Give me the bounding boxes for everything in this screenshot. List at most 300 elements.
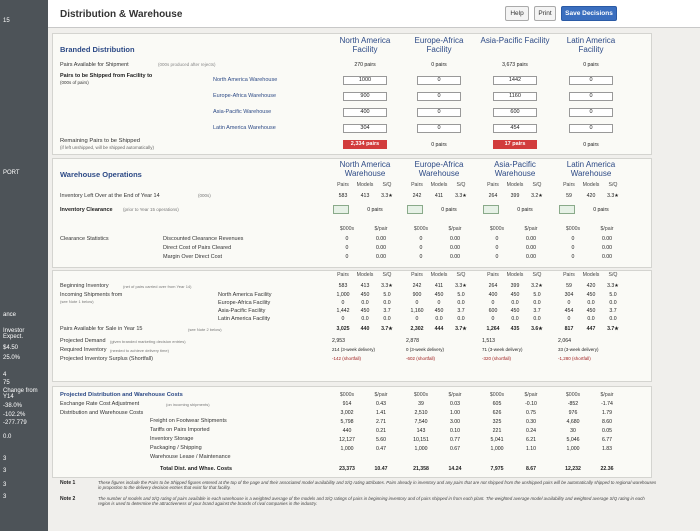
available-value: 435 [510,326,520,332]
beginning-value: 3.3★ [455,283,467,289]
demand-value: 1,513 [482,338,495,344]
cost-value: 12,232 [565,466,581,472]
page-title: Distribution & Warehouse [60,9,183,20]
sub-header: Models [582,182,600,188]
cost-value: 39 [418,401,424,407]
stats-value: 0.00 [601,254,613,260]
remaining-pairs-badge: 17 pairs [493,140,537,149]
beginning-value: 3.3★ [607,283,619,289]
stats-value: 0.00 [375,245,387,251]
stats-value: 0.00 [449,236,461,242]
ship-quantity-input[interactable]: 304 [343,124,387,133]
incoming-value: 450 [434,308,444,314]
ship-quantity-input[interactable]: 600 [493,108,537,117]
incoming-value: 0.0 [457,300,465,306]
pairs-available-note: (000s produced after rejects) [158,62,216,67]
beginning-value: 583 [338,283,348,289]
incoming-value: 0 [437,300,441,306]
stats-header: $/pair [524,226,538,232]
ship-note: (000s of pairs) [60,80,89,85]
bg-label: ance [3,312,17,318]
warehouse-operations-title: Warehouse Operations [60,170,142,179]
surplus-value: -320 (shortfall) [482,356,512,361]
incoming-value: 1,000 [336,292,350,298]
beginning-value: 399 [510,283,520,289]
bg-label: PORT [3,170,20,176]
incoming-value: 0.0 [511,300,519,306]
cost-value: 2,510 [414,410,428,416]
flow-sub-header: Models [582,272,600,278]
incoming-value: 0 [415,316,419,322]
cost-value: 1,000 [340,446,354,452]
flow-sub-header: Pairs [337,272,349,278]
stats-value: 0 [495,236,499,242]
inventory-value: 413 [360,193,370,199]
clearance-percent-toggle[interactable] [559,205,575,214]
bg-label: 0.0 [3,434,12,440]
stats-value: 0 [345,245,349,251]
cost-per-pair-value: 0.21 [375,428,387,434]
cost-per-pair-value: 1.79 [601,410,613,416]
inventory-value: 411 [434,193,444,199]
cost-value: 1,000 [490,446,504,452]
cost-value: -852 [567,401,579,407]
ship-label: Pairs to be Shipped from Facility to [60,73,153,79]
cost-per-pair-value: 0.24 [525,428,537,434]
sub-header: Pairs [411,182,423,188]
inventory-value: 583 [338,193,348,199]
cost-value: 5,046 [566,437,580,443]
incoming-value: 0.0 [533,300,541,306]
cost-row-label: Tariffs on Pairs Imported [150,427,210,433]
warehouse-column-header: Asia-Pacific Warehouse [494,160,536,178]
flow-sub-header: Pairs [487,272,499,278]
cost-per-pair-value: 0.67 [449,446,461,452]
incoming-value: 0 [341,300,345,306]
cost-value: 626 [492,410,502,416]
incoming-source-label: North America Facility [218,292,272,298]
incoming-value: 450 [510,308,520,314]
demand-value: 2,878 [406,338,419,344]
cost-value: 221 [492,428,502,434]
stats-value: 0 [495,254,499,260]
stats-value: 0 [571,236,575,242]
cost-value: 143 [416,428,426,434]
incoming-value: 3.7 [383,308,391,314]
clearance-percent-toggle[interactable] [333,205,349,214]
costs-title: Projected Distribution and Warehouse Costs [60,392,183,398]
projected-demand-label: Projected Demand [60,338,106,344]
required-value: 0 (3-week delivery) [406,347,445,352]
incoming-value: 0.0 [609,300,617,306]
incoming-value: 900 [412,292,422,298]
flow-sub-header: S/Q [456,272,466,278]
cost-value: 605 [492,401,502,407]
stats-value: 0.00 [449,245,461,251]
beginning-value: 3.3★ [381,283,393,289]
incoming-value: 0.0 [587,316,595,322]
available-value: 3.7★ [607,326,619,332]
ship-quantity-input[interactable]: 1160 [493,92,537,101]
destination-label: Latin America Warehouse [213,125,276,131]
incoming-value: 450 [586,308,596,314]
sub-header: S/Q [532,182,542,188]
cost-row-label: Packaging / Shipping [150,445,202,451]
cost-per-pair-value: 0.47 [375,446,387,452]
flow-sub-header: Models [356,272,374,278]
incoming-source-label: Europe-Africa Facility [218,300,271,306]
inventory-value: 3.3★ [381,193,393,199]
note-label: Note 1 [60,480,76,486]
flow-sub-header: S/Q [382,272,392,278]
pairs-available-value: 3,673 pairs [502,62,528,68]
available-for-sale-note: (see Note 2 below) [188,327,222,332]
stats-value: 0.00 [525,245,537,251]
cost-value: 30 [570,428,576,434]
demand-value: 2,064 [558,338,571,344]
stats-value: 0 [419,254,423,260]
clearance-statistics-label: Clearance Statistics [60,236,109,242]
clearance-percent-toggle[interactable] [483,205,499,214]
ship-quantity-input[interactable]: 0 [569,108,613,117]
note-text: These figures include the Pairs to be Shipped figures entered at the top of the page and their associated model availability and S/Q rating attributes. Pairs already in inventory and any pairs that are not shipped from the unshipped pairs will be automatically shipped to regional warehouses in proportion to the delivery decision entries that exist for that facility. [98,480,657,491]
stats-header: $000s [565,226,581,232]
cost-value: 5,798 [340,419,354,425]
sub-header: Models [356,182,374,188]
cost-per-pair-value: 1.41 [375,410,387,416]
sub-header: S/Q [382,182,392,188]
incoming-value: 450 [586,292,596,298]
incoming-value: 400 [488,292,498,298]
incoming-value: 0.0 [361,300,369,306]
beginning-value: 3.2★ [531,283,543,289]
beginning-value: 411 [434,283,444,289]
distribution-costs-label: Distribution and Warehouse Costs [60,410,144,416]
incoming-value: 0.0 [361,316,369,322]
stats-value: 0 [571,254,575,260]
incoming-value: 0 [415,300,419,306]
incoming-value: 5.0 [533,292,541,298]
incoming-value: 0.0 [435,316,443,322]
pairs-available-value: 0 pairs [431,62,447,68]
beginning-value: 413 [360,283,370,289]
surplus-value: -602 (shortfall) [406,356,436,361]
incoming-value: 0 [567,300,571,306]
stats-value: 0.00 [601,236,613,242]
clearance-value: 0 pairs [367,207,383,213]
help-button[interactable]: Help [505,6,529,21]
remaining-note: (if left unshipped, will be shipped automatically) [60,145,155,150]
stats-value: 0 [419,245,423,251]
bg-label: 25.0% [3,355,21,361]
inventory-value: 59 [566,193,572,199]
cost-per-pair-value: -0.10 [525,401,537,407]
inventory-surplus-label: Projected Inventory Surplus (Shortfall) [60,356,153,362]
available-for-sale-label: Pairs Available for Sale in Year 15 [60,326,143,332]
bg-label: Change from Y14 [3,388,38,400]
beginning-inventory-label: Beginning Inventory [60,283,109,289]
cost-per-pair-value: 1.10 [525,446,537,452]
sub-header: Pairs [563,182,575,188]
remaining-pairs-value: 0 pairs [583,142,599,148]
cost-value: 976 [568,410,578,416]
cost-per-pair-value: 22.36 [600,466,614,472]
cost-value: 21,358 [413,466,429,472]
cost-value: 5,041 [490,437,504,443]
stats-value: 0 [345,236,349,242]
bg-label: -38.0% [3,403,23,409]
cost-value: 7,540 [414,419,428,425]
bg-label: $4.50 [3,345,19,351]
clearance-percent-toggle[interactable] [407,205,423,214]
ship-quantity-input[interactable]: 1000 [343,76,387,85]
required-value: 71 (3-week delivery) [482,347,523,352]
ship-quantity-input[interactable]: 0 [417,124,461,133]
sub-header: Pairs [487,182,499,188]
stats-value: 0.00 [449,254,461,260]
cost-row-label: Warehouse Lease / Maintenance [150,454,231,460]
cost-per-pair-value: 8.60 [601,419,613,425]
beginning-value: 264 [488,283,498,289]
incoming-value: 0.0 [383,316,391,322]
stats-value: 0.00 [375,254,387,260]
inventory-value: 420 [586,193,596,199]
incoming-value: 5.0 [457,292,465,298]
sub-header: Models [430,182,448,188]
clearance-stat-row-label: Margin Over Direct Cost [163,254,222,260]
cost-per-pair-value: 2.71 [375,419,387,425]
ship-quantity-input[interactable]: 0 [569,76,613,85]
distribution-warehouse-window [48,0,700,531]
exchange-rate-note: (on incoming shipments) [166,402,210,407]
cost-value: 914 [342,401,352,407]
bg-label: -277.779 [3,420,27,426]
costs-header: $/pair [374,392,388,398]
cost-per-pair-value: -1.74 [601,401,613,407]
facility-column-header: North America Facility [339,36,391,54]
available-value: 3,025 [336,326,350,332]
background-sidebar [0,0,48,531]
warehouse-column-header: North America Warehouse [339,160,391,178]
destination-label: North America Warehouse [213,77,278,83]
ship-quantity-input[interactable]: 0 [417,76,461,85]
available-value: 2,302 [410,326,424,332]
inventory-leftover-label: Inventory Left Over at the End of Year 14 [60,193,160,199]
cost-per-pair-value: 3.00 [449,419,461,425]
clearance-stat-row-label: Direct Cost of Pairs Cleared [163,245,232,251]
pairs-available-value: 270 pairs [354,62,376,68]
flow-sub-header: Pairs [563,272,575,278]
beginning-value: 59 [566,283,572,289]
cost-per-pair-value: 0.75 [525,410,537,416]
cost-value: 12,127 [339,437,355,443]
available-value: 3.7★ [455,326,467,332]
incoming-value: 450 [360,308,370,314]
costs-header: $000s [339,392,355,398]
surplus-value: -1,280 (shortfall) [558,356,591,361]
inventory-value: 3.3★ [607,193,619,199]
bg-label: -102.2% [3,412,26,418]
incoming-source-label: Asia-Pacific Facility [218,308,266,314]
costs-header: $/pair [448,392,462,398]
cost-value: 10,151 [413,437,429,443]
facility-column-header: Latin America Facility [566,36,616,54]
stats-value: 0.00 [601,245,613,251]
flow-sub-header: Models [430,272,448,278]
sub-header: Models [506,182,524,188]
ship-quantity-input[interactable]: 400 [343,108,387,117]
total-costs-label: Total Dist. and Whse. Costs [160,466,233,472]
incoming-value: 454 [564,308,574,314]
inventory-value: 242 [412,193,422,199]
available-value: 447 [586,326,596,332]
cost-per-pair-value: 6.21 [525,437,537,443]
available-value: 3.7★ [381,326,393,332]
cost-per-pair-value: 0.10 [449,428,461,434]
incoming-value: 0 [567,316,571,322]
remaining-label: Remaining Pairs to be Shipped [60,138,140,144]
incoming-value: 0 [341,316,345,322]
beginning-value: 242 [412,283,422,289]
stats-header: $000s [339,226,355,232]
incoming-value: 0.0 [457,316,465,322]
cost-per-pair-value: 8.67 [525,466,537,472]
required-value: 214 (3-week delivery) [332,347,376,352]
window-titlebar [48,0,700,28]
available-value: 1,264 [486,326,500,332]
inventory-leftover-note: (000s) [198,193,211,198]
stats-header: $/pair [448,226,462,232]
facility-column-header: Asia-Pacific Facility [480,36,550,45]
cost-value: 7,975 [490,466,504,472]
bg-label: 15 [3,18,10,24]
pairs-available-value: 0 pairs [583,62,599,68]
incoming-shipments-note: (see Note 1 below) [60,299,94,304]
cost-per-pair-value: 5.60 [375,437,387,443]
incoming-value: 0 [491,316,495,322]
destination-label: Europe-Africa Warehouse [213,93,277,99]
sub-header: S/Q [456,182,466,188]
costs-header: $/pair [524,392,538,398]
save-decisions-button[interactable]: Save Decisions [561,6,617,21]
clearance-stat-row-label: Discounted Clearance Revenues [163,236,244,242]
note-text: The number of models and S/Q rating of pairs available in each warehouse is a weighted average of the models and S/Q ratings of pairs in beginning inventory and of pairs shipped in from each plant. The weighted average model availability and weighted average S/Q rating in each region is used to determine the attractiveness of your brand against the brands of rival companies in the industry. [98,496,645,507]
incoming-value: 1,160 [410,308,424,314]
cost-value: 4,680 [566,419,580,425]
cost-value: 440 [342,428,352,434]
cost-per-pair-value: 0.30 [525,419,537,425]
flow-sub-header: Models [506,272,524,278]
costs-header: $/pair [600,392,614,398]
incoming-value: 450 [360,292,370,298]
stats-header: $/pair [600,226,614,232]
cost-per-pair-value: 1.83 [601,446,613,452]
cost-value: 1,000 [414,446,428,452]
cost-per-pair-value: 14.24 [448,466,462,472]
ship-quantity-input[interactable]: 0 [417,92,461,101]
bg-label: 3 [3,456,7,462]
inventory-clearance-label: Inventory Clearance [60,207,113,213]
ship-quantity-input[interactable]: 454 [493,124,537,133]
remaining-pairs-badge: 2,334 pairs [343,140,387,149]
sub-header: Pairs [337,182,349,188]
cost-per-pair-value: 0.03 [449,401,461,407]
surplus-value: -142 (shortfall) [332,356,362,361]
bg-label: 75 [3,380,10,386]
incoming-value: 3.7 [457,308,465,314]
beginning-inventory-note: (net of pairs carried over from Year 14) [123,284,192,289]
cost-value: 3,002 [340,410,354,416]
pairs-available-label: Pairs Available for Shipment [60,62,129,68]
stats-value: 0 [419,236,423,242]
stats-value: 0.00 [525,254,537,260]
branded-distribution-title: Branded Distribution [60,45,135,54]
required-inventory-label: Required Inventory [60,347,107,353]
incoming-value: 0.0 [587,300,595,306]
exchange-rate-label: Exchange Rate Cost Adjustment [60,401,140,407]
incoming-shipments-label: Incoming Shipments from [60,292,123,298]
stats-value: 0.00 [375,236,387,242]
inventory-value: 3.3★ [455,193,467,199]
cost-value: 1,000 [566,446,580,452]
incoming-value: 5.0 [383,292,391,298]
stats-value: 0.00 [525,236,537,242]
cost-per-pair-value: 6.77 [601,437,613,443]
bg-label: 3 [3,468,7,474]
required-value: 33 (3-week delivery) [558,347,599,352]
stats-value: 0 [495,245,499,251]
incoming-value: 1,442 [336,308,350,314]
warehouse-column-header: Europe-Africa Warehouse [414,160,464,178]
stats-header: $000s [489,226,505,232]
bg-label: 3 [3,482,7,488]
sub-header: S/Q [608,182,618,188]
costs-header: $000s [565,392,581,398]
stats-header: $/pair [374,226,388,232]
cost-row-label: Inventory Storage [150,436,194,442]
available-value: 817 [564,326,574,332]
bg-label: Investor Expect. [3,328,25,340]
stats-value: 0 [571,245,575,251]
clearance-value: 0 pairs [593,207,609,213]
costs-header: $000s [489,392,505,398]
cost-per-pair-value: 10.47 [374,466,388,472]
cost-per-pair-value: 0.43 [375,401,387,407]
incoming-source-label: Latin America Facility [218,316,270,322]
ship-quantity-input[interactable]: 900 [343,92,387,101]
incoming-value: 450 [434,292,444,298]
incoming-value: 0 [491,300,495,306]
clearance-value: 0 pairs [517,207,533,213]
ship-quantity-input[interactable]: 1442 [493,76,537,85]
costs-header: $000s [413,392,429,398]
incoming-value: 600 [488,308,498,314]
ship-quantity-input[interactable]: 0 [417,108,461,117]
required-inventory-note: (needed to achieve delivery time) [110,348,169,353]
incoming-value: 3.7 [609,308,617,314]
print-button[interactable]: Print [534,6,556,21]
demand-value: 2,953 [332,338,345,344]
incoming-value: 0.0 [511,316,519,322]
clearance-value: 0 pairs [441,207,457,213]
inventory-value: 264 [488,193,498,199]
flow-sub-header: S/Q [532,272,542,278]
inventory-value: 3.2★ [531,193,543,199]
ship-quantity-input[interactable]: 0 [569,92,613,101]
flow-sub-header: Pairs [411,272,423,278]
ship-quantity-input[interactable]: 0 [569,124,613,133]
incoming-value: 3.7 [533,308,541,314]
